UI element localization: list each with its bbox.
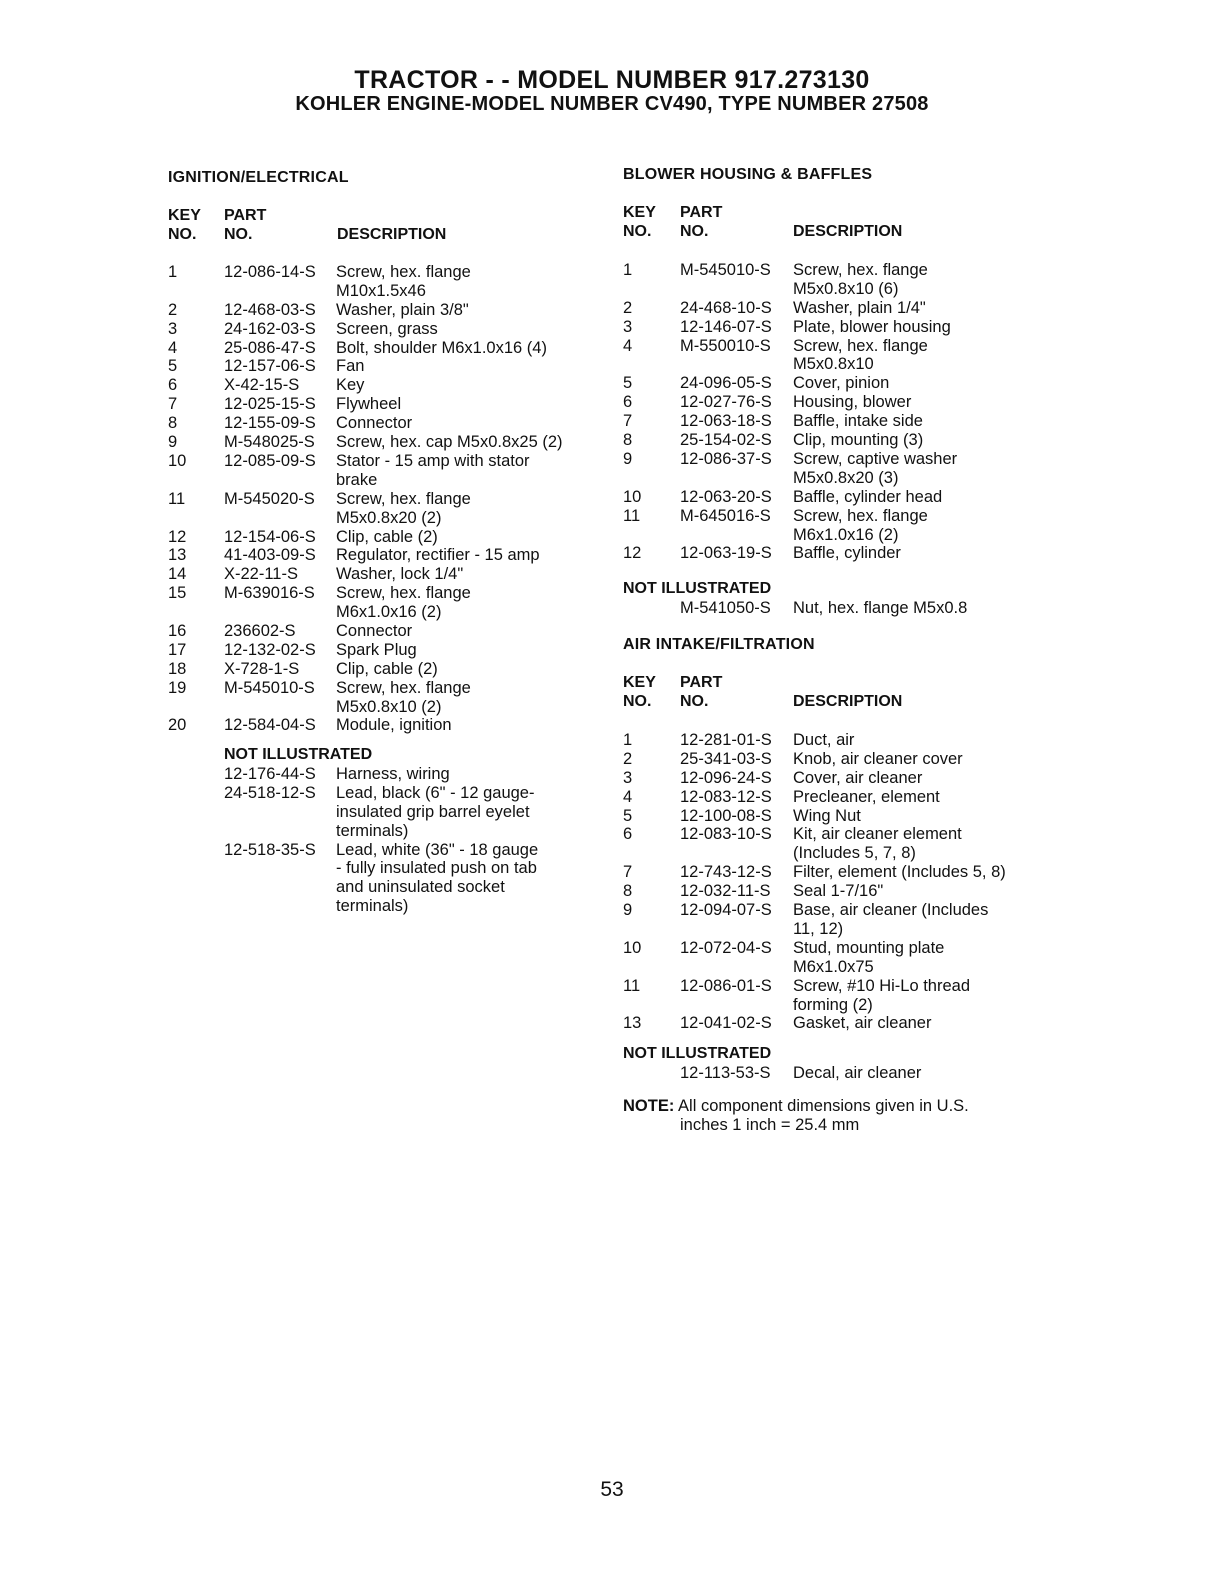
part-row [168,584,608,622]
key-number: 2 [168,300,178,319]
key-number: 9 [623,449,633,468]
key-number: 11 [168,489,186,508]
part-number: 25-086-47-S [224,338,316,357]
part-number: X-22-11-S [224,565,298,584]
key-number: 13 [623,1014,642,1033]
key-number: 20 [168,716,187,735]
air-not-illustrated-title: NOT ILLUSTRATED [623,1045,772,1062]
part-description: Module, ignition [336,716,452,735]
part-row [168,357,608,376]
key-number: 5 [623,374,633,393]
part-number: 12-063-19-S [680,544,772,563]
key-number: 6 [623,393,633,412]
key-number: 11 [623,976,641,995]
part-description: Screw, hex. flange M5x0.8x10 (2) [336,678,471,716]
key-number: 7 [168,395,178,414]
key-number: 15 [168,584,187,603]
part-row [623,807,1063,826]
part-description: Harness, wiring [336,765,450,783]
part-number: 12-146-07-S [680,317,772,336]
part-row [623,901,1063,939]
part-number: 24-518-12-S [224,783,316,802]
col-header-part-line2: NO. [680,223,709,240]
part-description: Wing Nut [793,806,861,825]
key-number: 18 [168,659,187,678]
col-header-key-line2: NO. [623,693,652,710]
key-number: 7 [623,863,633,882]
part-description: Stator - 15 amp with stator brake [336,451,530,489]
part-description: Screw, #10 Hi-Lo thread forming (2) [793,976,971,1014]
key-number: 10 [623,938,642,957]
key-number: 4 [623,787,633,806]
part-row [623,299,1063,318]
part-row [168,452,608,490]
col-header-part-blower [680,203,722,241]
part-description: Clip, mounting (3) [793,431,924,450]
part-row [623,977,1063,1015]
key-number: 3 [168,319,178,338]
part-description: Connector [336,414,413,433]
part-number: 12-083-10-S [680,825,772,844]
part-row [623,393,1063,412]
col-header-key [168,206,201,244]
part-description: Washer, plain 3/8" [336,300,469,319]
part-row [168,376,608,395]
col-header-description-air: DESCRIPTION [793,693,903,710]
part-number: 12-032-11-S [680,882,771,901]
part-number: M-645016-S [680,506,771,525]
part-number: 12-584-04-S [224,716,316,735]
part-number: 12-132-02-S [224,640,316,659]
col-header-part-line1: PART [680,674,723,691]
part-row [623,431,1063,450]
not-illustrated-row [168,765,608,784]
key-number: 8 [623,882,633,901]
part-number: 12-518-35-S [224,840,316,859]
col-header-part-line2: NO. [224,226,253,243]
part-description: Screw, captive washer M5x0.8x20 (3) [793,449,958,487]
part-row [623,261,1063,299]
key-number: 1 [623,261,633,279]
col-header-part [224,206,266,244]
key-number: 14 [168,565,187,584]
page-title: TRACTOR - - MODEL NUMBER 917.273130 [354,66,870,94]
not-illustrated-row [168,841,608,917]
part-row [623,507,1063,545]
blower-parts-list [623,261,1063,563]
part-number: M-639016-S [224,584,315,603]
part-row [168,716,608,735]
col-header-part-line1: PART [680,204,723,221]
key-number: 13 [168,546,187,565]
part-description: Screw, hex. flange M6x1.0x16 (2) [336,584,471,622]
part-number: 41-403-09-S [224,546,316,565]
part-description: Fan [336,357,365,376]
part-description: Gasket, air cleaner [793,1014,932,1033]
part-row [168,565,608,584]
section-title-air-intake: AIR INTAKE/FILTRATION [623,636,815,653]
part-description: Seal 1-7/16" [793,882,884,901]
part-description: Key [336,376,365,395]
part-row [168,414,608,433]
part-description: Screen, grass [336,319,438,338]
col-header-part-line2: NO. [680,693,709,710]
col-header-part-air [680,673,722,711]
not-illustrated-row [168,784,608,841]
part-row [623,374,1063,393]
col-header-key-air [623,673,656,711]
key-number: 6 [623,825,633,844]
part-row [623,825,1063,863]
part-description: Cover, pinion [793,374,890,393]
part-description: Screw, hex. flange M6x1.0x16 (2) [793,506,928,544]
part-row [168,490,608,528]
key-number: 2 [623,298,633,317]
part-description: Screw, hex. flange M5x0.8x20 (2) [336,489,471,527]
key-number: 9 [168,433,178,452]
part-description: Stud, mounting plate M6x1.0x75 [793,938,945,976]
part-description: Clip, cable (2) [336,527,438,546]
part-row [168,546,608,565]
part-description: Plate, blower housing [793,317,951,336]
part-description: Decal, air cleaner [793,1064,922,1082]
key-number: 17 [168,640,187,659]
part-row [623,750,1063,769]
part-row [623,788,1063,807]
ignition-not-illustrated-title: NOT ILLUSTRATED [224,746,373,763]
part-number: X-728-1-S [224,659,300,678]
part-row [623,450,1063,488]
part-number: 12-025-15-S [224,395,316,414]
part-number: 12-083-12-S [680,787,772,806]
key-number: 9 [623,901,633,920]
part-number: X-42-15-S [224,376,300,395]
part-description: Baffle, intake side [793,412,923,431]
part-number: 12-086-01-S [680,976,772,995]
key-number: 7 [623,412,633,431]
section-title-blower: BLOWER HOUSING & BAFFLES [623,166,873,183]
key-number: 3 [623,768,633,787]
key-number: 10 [168,451,187,470]
key-number: 8 [168,414,178,433]
note-label: NOTE: [623,1097,675,1115]
part-description: Filter, element (Includes 5, 8) [793,863,1006,882]
air-parts-list [623,731,1063,1033]
part-number: 12-072-04-S [680,938,772,957]
part-row [623,1014,1063,1033]
note-line1: All component dimensions given in U.S. [678,1097,969,1115]
part-row [623,882,1063,901]
part-number: 12-086-37-S [680,449,772,468]
part-number: 12-063-18-S [680,412,772,431]
part-row [623,544,1063,563]
part-row [623,863,1063,882]
part-row [168,622,608,641]
key-number: 1 [623,731,633,749]
key-number: 12 [623,544,642,563]
part-number: 12-176-44-S [224,765,316,783]
col-header-key-line2: NO. [168,226,197,243]
part-row [623,337,1063,375]
part-number: M-548025-S [224,433,315,452]
part-description: Connector [336,621,413,640]
part-number: 12-155-09-S [224,414,316,433]
part-description: Spark Plug [336,640,417,659]
part-row [623,769,1063,788]
page-subtitle: KOHLER ENGINE-MODEL NUMBER CV490, TYPE NUMBER 27508 [295,93,929,115]
part-description: Lead, black (6" - 12 gauge- insulated grip barrel eyelet terminals) [336,783,535,840]
part-row [168,528,608,547]
col-header-key-line1: KEY [623,674,656,691]
part-row [168,660,608,679]
part-description: Base, air cleaner (Includes 11, 12) [793,901,989,938]
part-number: 12-085-09-S [224,451,316,470]
part-description: Washer, lock 1/4" [336,565,464,584]
part-number: 24-162-03-S [224,319,316,338]
col-header-key-line1: KEY [623,204,656,221]
blower-not-illustrated-list [623,599,1063,618]
part-description: Cover, air cleaner [793,768,923,787]
part-row [623,939,1063,977]
part-description: Screw, hex. flange M5x0.8x10 (6) [793,261,928,298]
col-header-key-line2: NO. [623,223,652,240]
part-row [168,641,608,660]
key-number: 5 [168,357,178,376]
col-header-key-line1: KEY [168,207,201,224]
key-number: 11 [623,506,641,525]
part-row [168,301,608,320]
key-number: 10 [623,487,642,506]
part-number: 12-154-06-S [224,527,316,546]
part-number: 24-096-05-S [680,374,772,393]
air-not-illustrated-list [623,1064,1063,1083]
part-number: 12-094-07-S [680,901,772,920]
part-number: 236602-S [224,621,296,640]
part-row [623,318,1063,337]
part-number: 12-096-24-S [680,768,772,787]
part-row [168,320,608,339]
part-row [623,488,1063,507]
part-number: M-550010-S [680,336,771,355]
part-number: 24-468-10-S [680,298,772,317]
part-number: 12-027-76-S [680,393,772,412]
part-description: Washer, plain 1/4" [793,298,926,317]
part-description: Baffle, cylinder head [793,487,943,506]
part-row [623,412,1063,431]
part-description: Precleaner, element [793,787,940,806]
part-description: Screw, hex. cap M5x0.8x25 (2) [336,433,563,452]
part-row [168,679,608,717]
key-number: 12 [168,527,187,546]
part-number: 12-157-06-S [224,357,316,376]
part-description: Duct, air [793,731,855,749]
blower-not-illustrated-title: NOT ILLUSTRATED [623,580,772,597]
note-line2: inches 1 inch = 25.4 mm [680,1116,860,1134]
dimension-note [623,1097,1063,1135]
part-number: 12-100-08-S [680,806,772,825]
page-number: 53 [600,1478,624,1501]
part-number: 12-281-01-S [680,731,772,749]
part-number: 12-086-14-S [224,263,316,281]
key-number: 4 [623,336,633,355]
part-number: M-545020-S [224,489,315,508]
key-number: 3 [623,317,633,336]
part-row [168,339,608,358]
part-description: Bolt, shoulder M6x1.0x16 (4) [336,338,547,357]
key-number: 4 [168,338,178,357]
part-row [168,433,608,452]
part-description: Screw, hex. flange M10x1.5x46 [336,263,471,300]
part-description: Kit, air cleaner element (Includes 5, 7, 8) [793,825,962,863]
part-number: 12-743-12-S [680,863,772,882]
ignition-not-illustrated-list [168,765,608,916]
col-header-key-blower [623,203,656,241]
part-description: Nut, hex. flange M5x0.8 [793,599,968,617]
not-illustrated-row [623,599,1063,618]
part-description: Baffle, cylinder [793,544,901,563]
part-row [623,731,1063,750]
section-title-ignition: IGNITION/ELECTRICAL [168,169,349,186]
key-number: 16 [168,621,187,640]
key-number: 6 [168,376,178,395]
part-row [168,263,608,301]
part-number: 12-468-03-S [224,300,316,319]
part-number: 12-113-53-S [680,1064,771,1082]
key-number: 19 [168,678,187,697]
part-description: Flywheel [336,395,402,414]
not-illustrated-row [623,1064,1063,1083]
part-description: Lead, white (36" - 18 gauge - fully insulated push on tab and uninsulated socket terminals) [336,840,539,916]
part-number: 25-341-03-S [680,749,772,768]
part-description: Knob, air cleaner cover [793,749,963,768]
key-number: 1 [168,263,178,281]
part-number: 25-154-02-S [680,431,772,450]
part-description: Housing, blower [793,393,912,412]
part-description: Screw, hex. flange M5x0.8x10 [793,336,928,374]
part-number: 12-041-02-S [680,1014,772,1033]
part-number: M-545010-S [680,261,771,279]
part-description: Clip, cable (2) [336,659,438,678]
col-header-description-blower: DESCRIPTION [793,223,903,240]
part-number: 12-063-20-S [680,487,772,506]
ignition-parts-list [168,263,608,735]
part-row [168,395,608,414]
part-number: M-545010-S [224,678,315,697]
key-number: 8 [623,431,633,450]
part-number: M-541050-S [680,599,771,617]
col-header-description: DESCRIPTION [337,226,447,243]
col-header-part-line1: PART [224,207,267,224]
key-number: 5 [623,806,633,825]
part-description: Regulator, rectifier - 15 amp [336,546,540,565]
key-number: 2 [623,749,633,768]
